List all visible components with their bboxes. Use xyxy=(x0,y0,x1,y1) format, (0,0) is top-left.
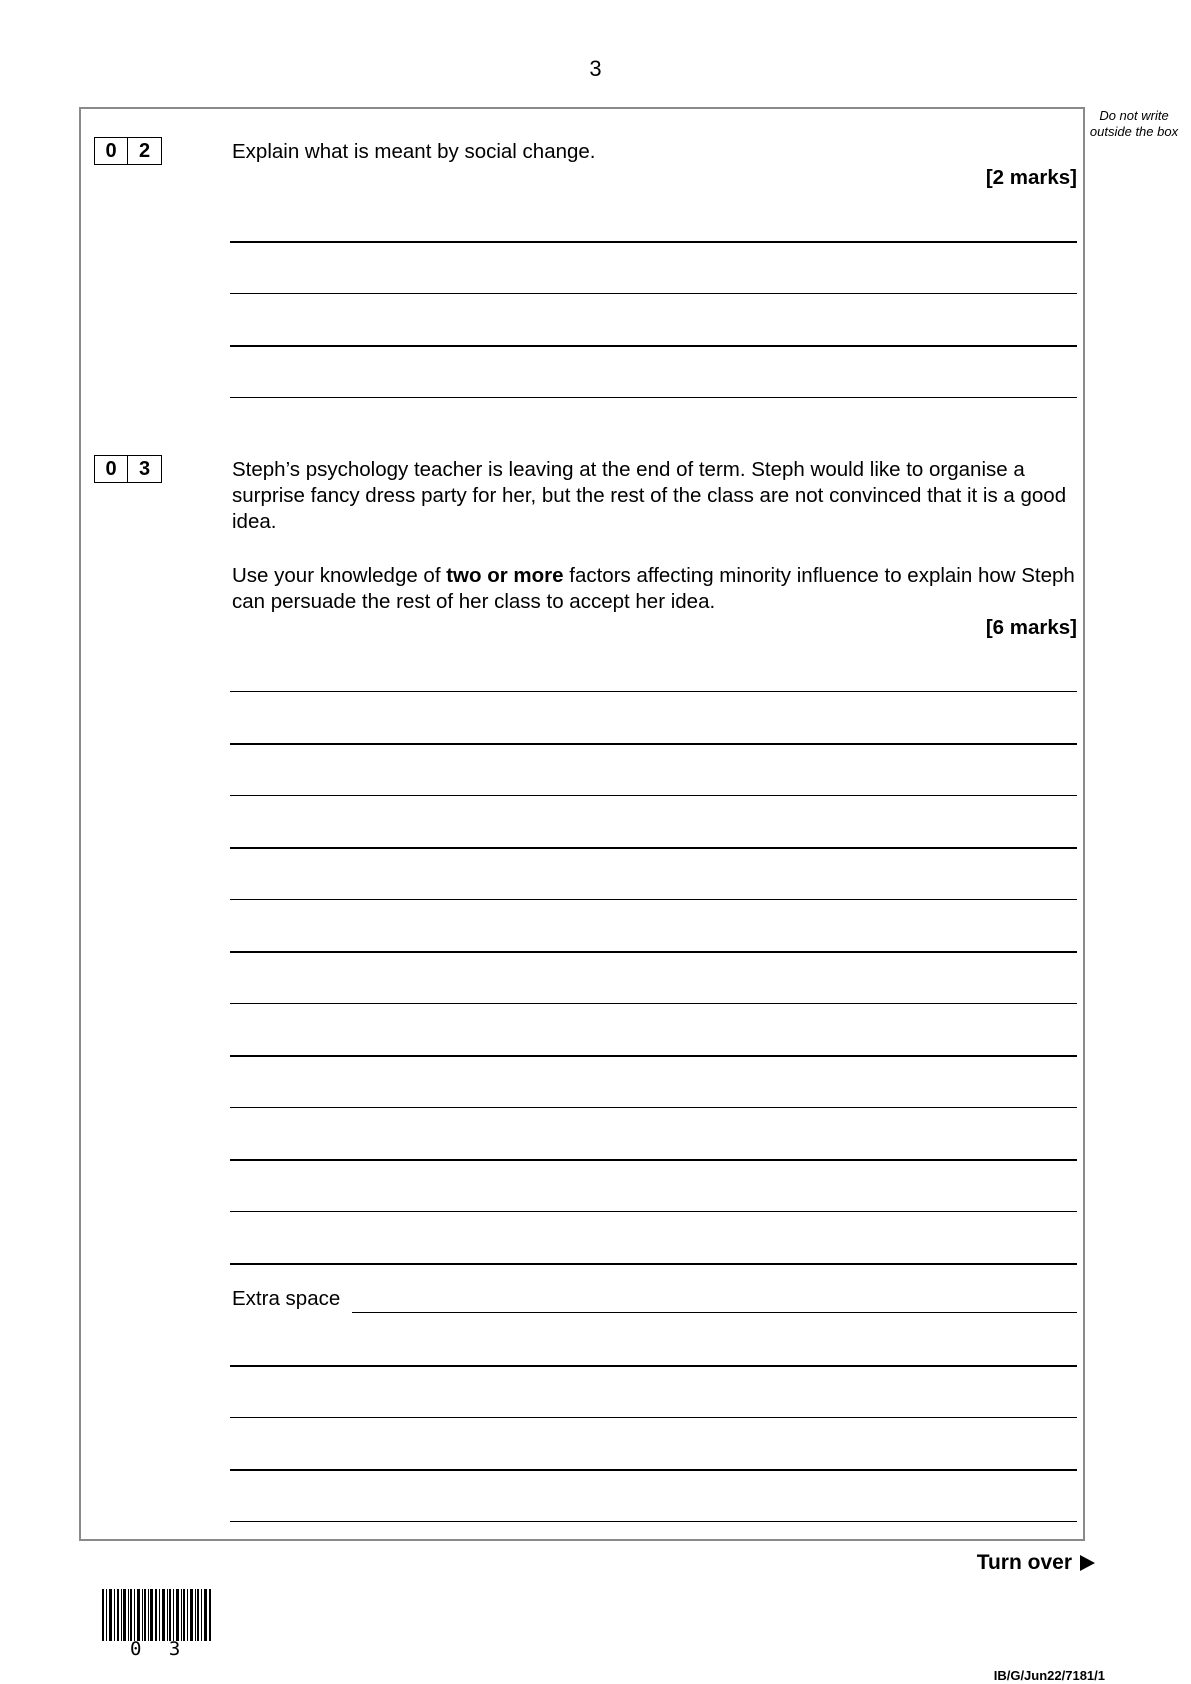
extra-space-line[interactable] xyxy=(352,1312,1077,1313)
question-number-03 xyxy=(94,455,162,483)
question-03-task-start: Use your knowledge of xyxy=(232,564,447,587)
turn-over-label: Turn over xyxy=(976,1551,1072,1574)
answer-line[interactable] xyxy=(230,1263,1077,1265)
answer-line[interactable] xyxy=(230,795,1077,796)
question-03-task xyxy=(232,563,1077,615)
extra-answer-line[interactable] xyxy=(230,1521,1077,1522)
answer-line[interactable] xyxy=(230,1107,1077,1108)
question-03-scenario: Steph’s psychology teacher is leaving at the end of term. Steph would like to organise a surprise fancy dress party for her, but the rest of the class are not convinced that it is a good idea. xyxy=(232,458,1067,533)
question-digit-box: 2 xyxy=(128,137,162,165)
arrow-right-icon xyxy=(1080,1555,1095,1571)
extra-space-label: Extra space xyxy=(232,1287,341,1310)
question-03-marks: [6 marks] xyxy=(985,616,1077,639)
answer-line[interactable] xyxy=(230,1159,1077,1161)
answer-line[interactable] xyxy=(230,1003,1077,1004)
answer-line[interactable] xyxy=(230,951,1077,953)
turn-over-prompt xyxy=(977,1551,1095,1575)
barcode xyxy=(102,1589,212,1641)
extra-answer-line[interactable] xyxy=(230,1365,1077,1367)
answer-line[interactable] xyxy=(230,899,1077,900)
question-02-text: Explain what is meant by social change. xyxy=(232,140,596,163)
paper-reference-code: IB/G/Jun22/7181/1 xyxy=(993,1668,1105,1683)
question-03-task-emphasis: two or more xyxy=(446,564,564,587)
extra-answer-line[interactable] xyxy=(230,1417,1077,1418)
answer-frame xyxy=(79,107,1085,1541)
answer-line[interactable] xyxy=(230,691,1077,692)
answer-line[interactable] xyxy=(230,847,1077,849)
question-digit-box: 3 xyxy=(128,455,162,483)
question-03-task-end: factors affecting minority influence to explain how Steph can persuade the rest of her class to accept her idea. xyxy=(232,564,1075,613)
question-digit-box: 0 xyxy=(94,137,128,165)
barcode-digits: 0 3 xyxy=(130,1638,189,1660)
answer-line[interactable] xyxy=(230,743,1077,745)
question-digit-box: 0 xyxy=(94,455,128,483)
page-number: 3 xyxy=(589,56,602,81)
answer-line[interactable] xyxy=(230,293,1077,294)
question-number-02 xyxy=(94,137,162,165)
answer-line[interactable] xyxy=(230,345,1077,347)
answer-line[interactable] xyxy=(230,1211,1077,1212)
question-02-marks: [2 marks] xyxy=(985,166,1077,189)
answer-line[interactable] xyxy=(230,1055,1077,1057)
margin-note: Do not write outside the box xyxy=(1089,108,1179,139)
extra-answer-line[interactable] xyxy=(230,1469,1077,1471)
answer-line[interactable] xyxy=(230,397,1077,398)
answer-line[interactable] xyxy=(230,241,1077,243)
